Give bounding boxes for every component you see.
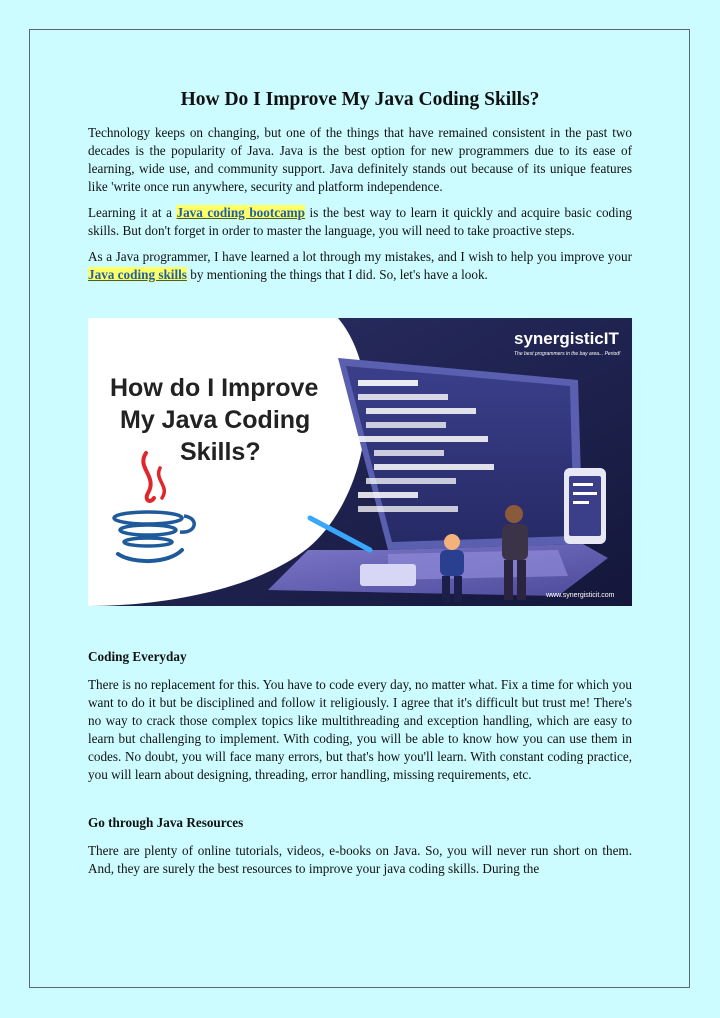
banner-headline-line2: My Java Coding <box>120 406 311 434</box>
banner-illustration <box>88 318 632 606</box>
document-body <box>88 88 632 886</box>
section-body-java-resources: There are plenty of online tutorials, videos, e-books on Java. So, you will never run short on them. And, they are surely the best resources to improve your java coding skills. During the <box>88 843 632 876</box>
intro-paragraph-3 <box>88 248 632 284</box>
brand-website: www.synergisticit.com <box>546 592 615 599</box>
java-coding-bootcamp-link[interactable]: Java coding bootcamp <box>176 205 306 220</box>
intro-p3-text-after: by mentioning the things that I did. So, let's have a look. <box>186 267 488 282</box>
intro-paragraph-1: Technology keeps on changing, but one of the things that have remained consistent in the past two decades is the popularity of Java. Java is the best option for new programmers due to its ease of learning, wide use, and community support. Java definitely stands out because of its unique features like 'write once run anywhere, security and platform independence. <box>88 125 632 194</box>
banner-headline-line1: How do I Improve <box>110 374 319 402</box>
banner-headline-line3: Skills? <box>180 438 261 466</box>
brand-logo-text: synergisticIT <box>514 329 619 348</box>
brand-tagline: The best programmers in the bay area... Period! <box>514 351 621 357</box>
phone-illustration <box>564 468 606 544</box>
intro-paragraph-2 <box>88 204 632 240</box>
java-coding-skills-link[interactable]: Java coding skills <box>88 267 187 282</box>
page-title: How Do I Improve My Java Coding Skills? <box>180 89 540 110</box>
intro-p2-text-before: Learning it at a <box>88 205 177 220</box>
section-heading-coding-everyday: Coding Everyday <box>88 649 187 664</box>
intro-p2-text-after: is the best way to learn it quickly and acquire basic coding skills. But don't forget in order to master the language, you will need to take proactive steps. <box>88 205 633 238</box>
banner-image <box>88 318 632 606</box>
section-body-coding-everyday: There is no replacement for this. You have to code every day, no matter what. Fix a time for which you want to do it but be disciplined and follow it religiously. I agree that it's difficult but trust me! There's no way to crack those complex topics like multithreading and exception handling, which are easy to learn but challenging to implement. With coding, you will be able to know how you can use them in codes. No doubt, you will face many errors, but that's how you'll learn. With constant coding practice, you will learn about designing, threading, error handling, missing requirements, etc. <box>88 677 632 782</box>
section-heading-java-resources: Go through Java Resources <box>88 815 244 830</box>
intro-p3-text-before: As a Java programmer, I have learned a lot through my mistakes, and I wish to help you improve your <box>88 249 632 264</box>
